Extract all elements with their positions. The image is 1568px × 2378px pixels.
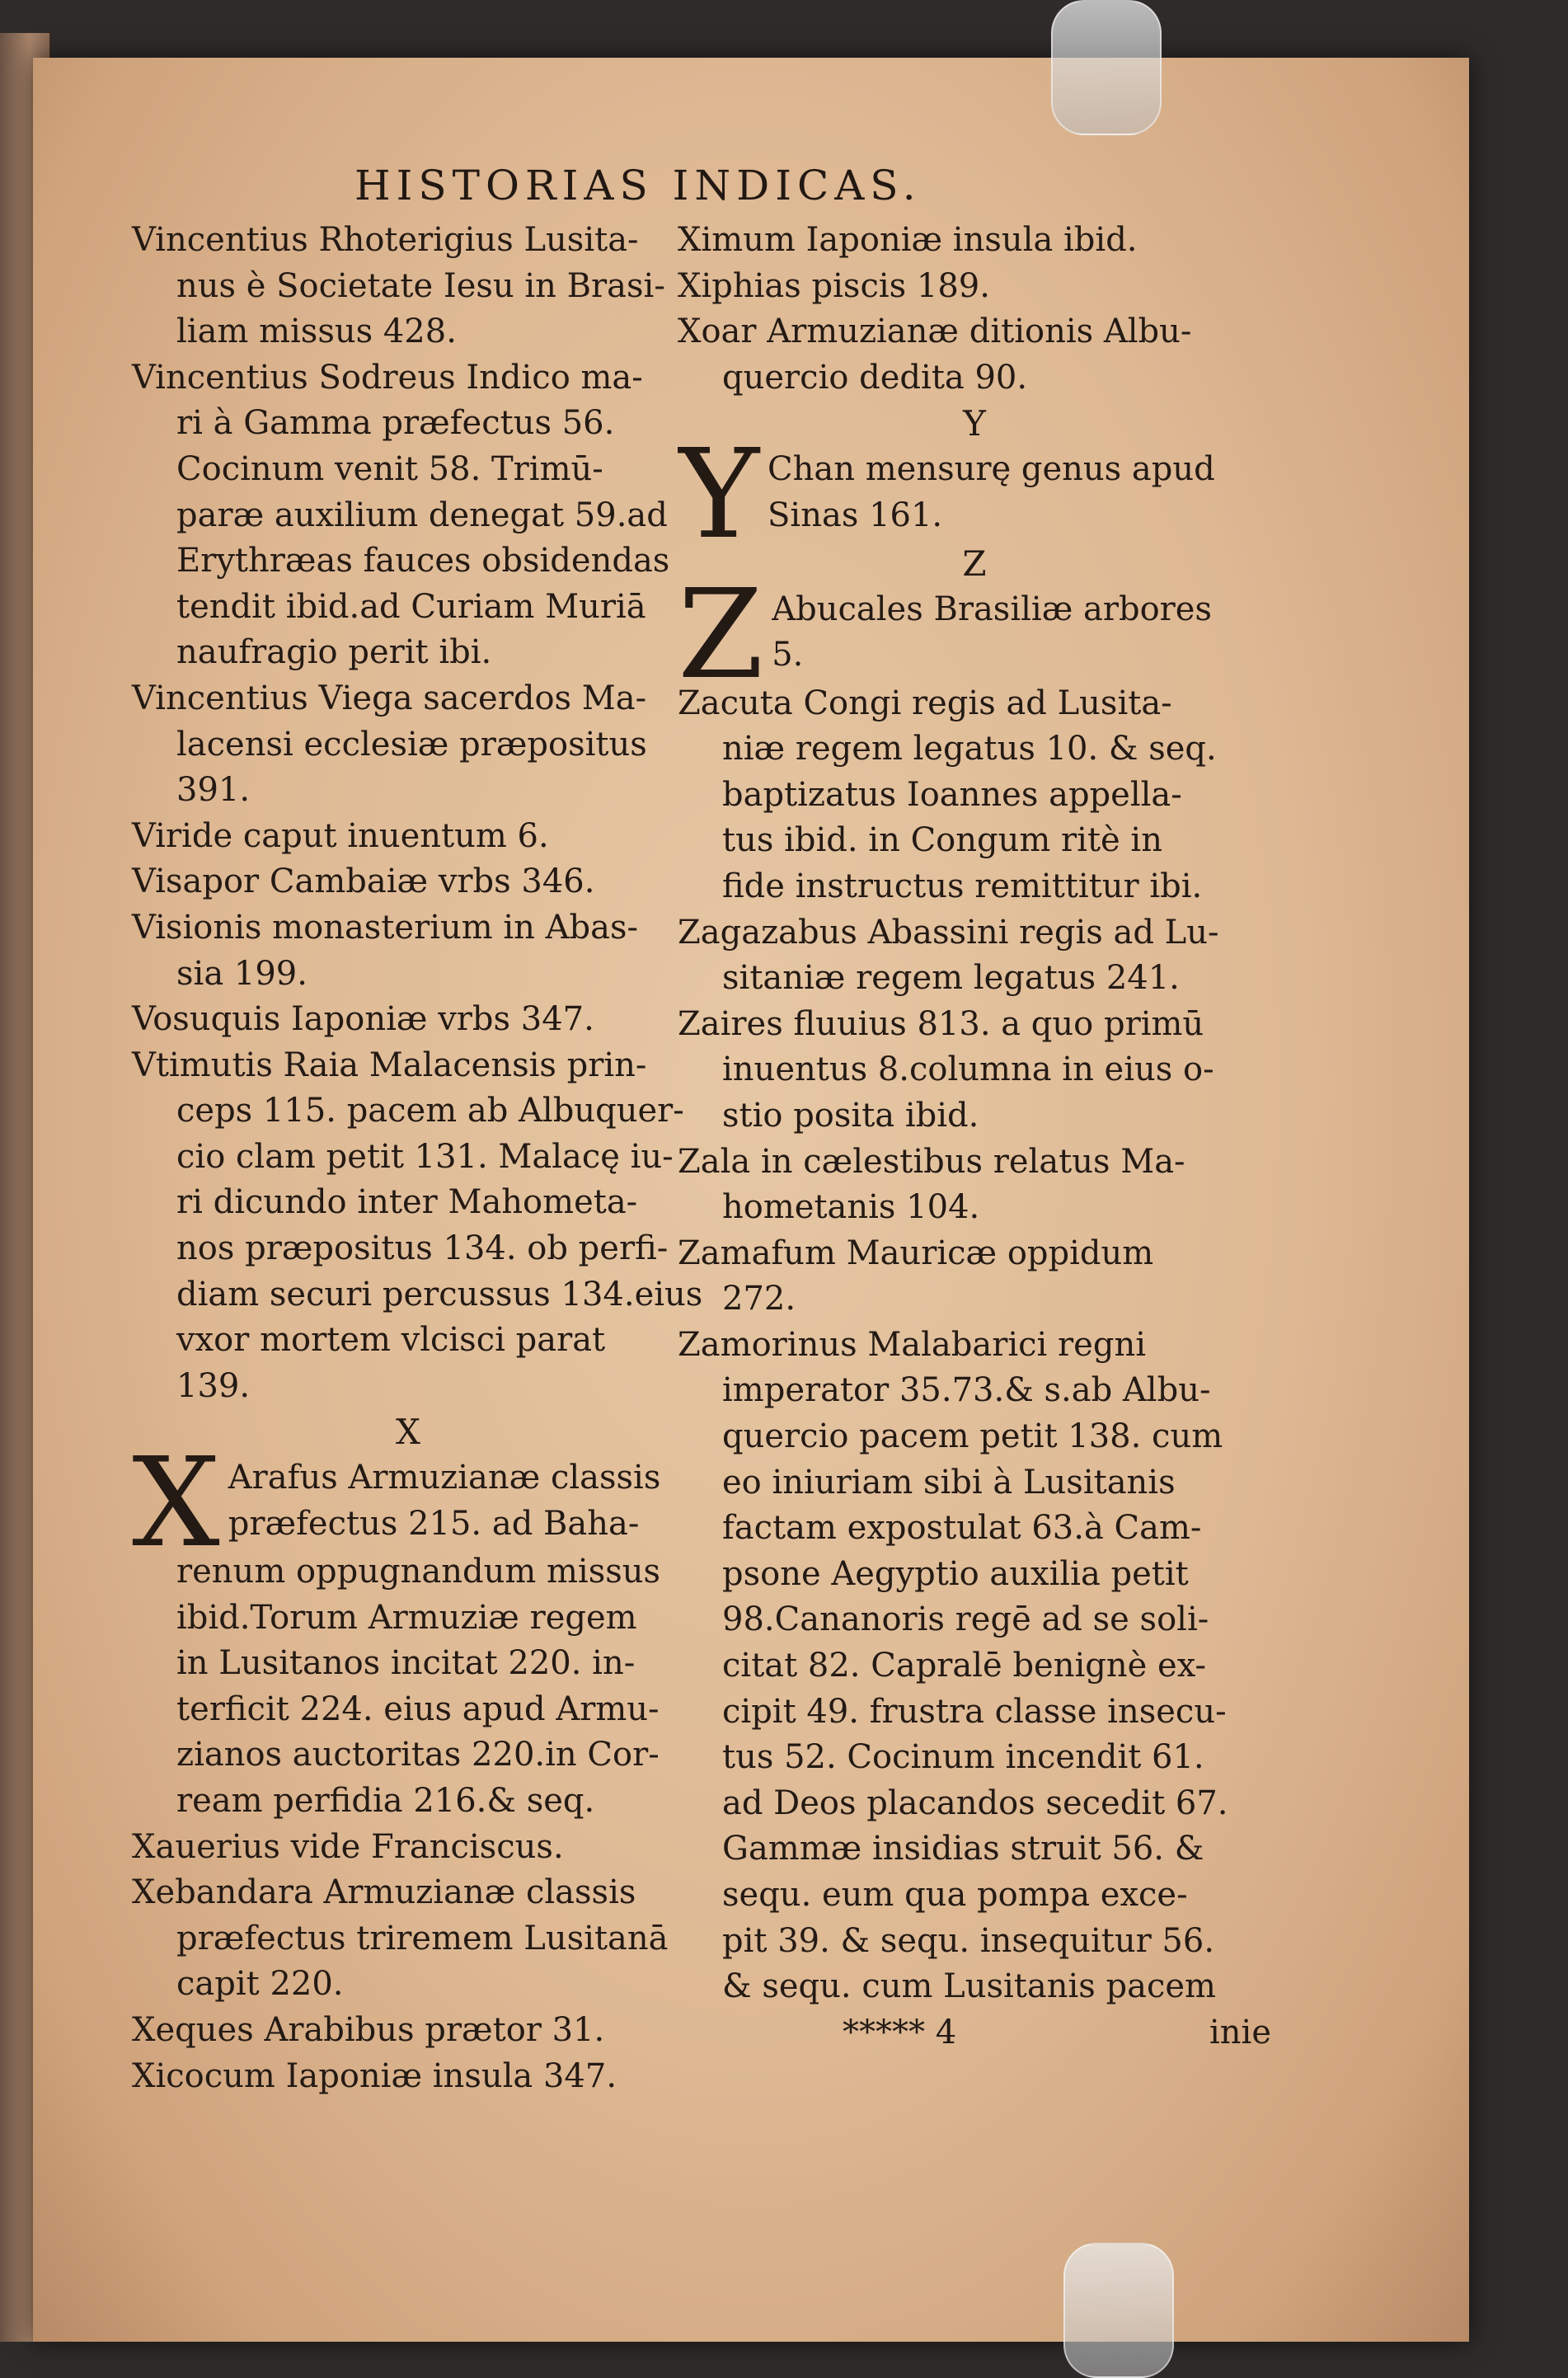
index-entry-line: lacensi ecclesiæ præpositus <box>176 725 647 764</box>
index-entry-line: sequ. eum qua pompa exce- <box>722 1876 1188 1914</box>
drop-cap-entry-z <box>678 587 1271 681</box>
index-entry-line: Ximum Iaponiæ insula ibid. <box>678 221 1138 259</box>
index-entry-line: Xeques Arabibus prætor 31. <box>132 2010 605 2049</box>
index-entry-line: Xauerius vide Franciscus. <box>132 1827 564 1866</box>
index-entry-line: citat 82. Capralē benignè ex- <box>722 1647 1207 1685</box>
index-entry-line: Zacuta Congi regis ad Lusita- <box>678 684 1172 722</box>
index-entry-line: ceps 115. pacem ab Albuquer- <box>176 1092 684 1130</box>
entry-line: præfectus 215. ad Baha- <box>228 1504 640 1543</box>
index-entry-line: ream perfidia 216.& seq. <box>176 1782 595 1820</box>
index-entry-line: naufragio perit ibi. <box>176 633 492 672</box>
index-entry-line: Vosuquis Iaponiæ vrbs 347. <box>132 1000 594 1039</box>
entry-line: Abucales Brasiliæ arbores <box>772 590 1213 628</box>
index-entry-line: ri dicundo inter Mahometa- <box>176 1183 638 1222</box>
index-entry-line: capit 220. <box>176 1965 344 2004</box>
index-entry-line: Vincentius Viega sacerdos Ma- <box>132 679 647 717</box>
index-entry-line: Visionis monasterium in Abas- <box>132 908 639 947</box>
index-entry-line: cipit 49. frustra classe insecu- <box>722 1692 1227 1731</box>
entry-line: Sinas 161. <box>768 496 943 534</box>
index-entry-line: sitaniæ regem legatus 241. <box>722 959 1180 998</box>
index-entry-line: tus 52. Cocinum incendit 61. <box>722 1738 1204 1777</box>
index-entry-line: ibid.Torum Armuziæ regem <box>176 1598 637 1637</box>
drop-cap-z: Z <box>678 586 764 681</box>
right-entries <box>678 218 1271 401</box>
index-entry-line: pit 39. & sequ. insequitur 56. <box>722 1921 1215 1960</box>
index-entry-line: niæ regem legatus 10. & seq. <box>722 730 1217 768</box>
x-entries <box>132 1549 684 2099</box>
index-entry-line: Zala in cælestibus relatus Ma- <box>678 1142 1185 1181</box>
page-footer <box>678 2010 1271 2056</box>
page-clip-bottom <box>1063 2243 1174 2378</box>
index-entry-line: Viride caput inuentum 6. <box>132 816 549 855</box>
index-entry-line: ri à Gamma præfectus 56. <box>176 404 615 443</box>
index-entry-line: 98.Cananoris regē ad se soli- <box>722 1600 1209 1639</box>
drop-cap-y: Y <box>678 446 760 541</box>
index-entry-line: renum oppugnandum missus <box>176 1553 661 1591</box>
left-column <box>132 218 703 2099</box>
page-clip-top <box>1051 0 1162 135</box>
index-entry-line: Xebandara Armuzianæ classis <box>132 1873 636 1912</box>
index-entry-line: in Lusitanos incitat 220. in- <box>176 1644 636 1683</box>
index-entry-line: ad Deos placandos secedit 67. <box>722 1784 1228 1822</box>
index-entry-line: diam securi percussus 134.eius <box>176 1275 703 1314</box>
index-entry-line: hometanis 104. <box>722 1188 980 1227</box>
section-letter-x: X <box>396 1412 420 1453</box>
index-entry-line: inuentus 8.columna in eius o- <box>722 1050 1214 1089</box>
index-entry-line: & sequ. cum Lusitanis pacem <box>722 1967 1216 2006</box>
index-entry-line: Visapor Cambaiæ vrbs 346. <box>132 862 595 901</box>
index-entry-line: factam expostulat 63.à Cam- <box>722 1509 1202 1548</box>
section-letter-y: Y <box>963 403 986 444</box>
index-entry-line: sia 199. <box>176 954 307 993</box>
index-entry-line: Vincentius Sodreus Indico ma- <box>132 358 643 397</box>
index-entry-line: baptizatus Ioannes appella- <box>722 775 1182 814</box>
index-entry-line: nus è Societate Iesu in Brasi- <box>176 266 665 305</box>
index-entry-line: Zamafum Mauricæ oppidum <box>678 1234 1154 1272</box>
index-entry-line: terficit 224. eius apud Armu- <box>176 1690 660 1728</box>
index-entry-line: Vincentius Rhoterigius Lusita- <box>132 221 639 259</box>
index-entry-line: 139. <box>176 1366 251 1405</box>
index-entry-line: Zamorinus Malabarici regni <box>678 1325 1147 1364</box>
index-entry-line: 272. <box>722 1280 796 1318</box>
index-entry-line: quercio pacem petit 138. cum <box>722 1417 1223 1456</box>
index-entry-line: eo iniuriam sibi à Lusitanis <box>722 1463 1176 1502</box>
entry-line: Chan mensurę genus apud <box>768 449 1215 488</box>
index-entry-line: vxor mortem vlcisci parat <box>176 1321 606 1360</box>
drop-cap-entry-x <box>132 1455 684 1549</box>
index-entry-line: præfectus triremem Lusitanā <box>176 1919 669 1957</box>
z-entries <box>678 681 1271 2010</box>
left-entries <box>132 218 703 1409</box>
index-entry-line: Xoar Armuzianæ ditionis Albu- <box>678 313 1192 351</box>
drop-cap-entry-y <box>678 447 1271 541</box>
right-column <box>678 218 1271 2056</box>
index-entry-line: liam missus 428. <box>176 313 457 351</box>
drop-cap-x: X <box>132 1455 220 1550</box>
index-entry-line: Zaires fluuius 813. a quo primū <box>678 1004 1204 1043</box>
index-entry-line: Erythræas fauces obsidendas <box>176 542 670 580</box>
index-entry-line: Vtimutis Raia Malacensis prin- <box>132 1046 647 1084</box>
catchword: inie <box>1209 2013 1271 2051</box>
index-entry-line: Xicocum Iaponiæ insula 347. <box>132 2056 617 2095</box>
index-entry-line: stio posita ibid. <box>722 1096 979 1135</box>
index-entry-line: tendit ibid.ad Curiam Muriā <box>176 587 646 626</box>
index-entry-line: Gammæ insidias struit 56. & <box>722 1830 1204 1868</box>
entry-line: Arafus Armuzianæ classis <box>228 1459 661 1497</box>
running-header: HISTORIAS INDICAS. <box>354 162 922 209</box>
index-entry-line: Xiphias piscis 189. <box>678 266 990 305</box>
index-entry-line: fide instructus remittitur ibi. <box>722 867 1203 905</box>
index-entry-line: cio clam petit 131. Malacę iu- <box>176 1137 674 1176</box>
index-entry-line: quercio dedita 90. <box>722 358 1028 397</box>
entry-line: 5. <box>772 636 804 674</box>
index-entry-line: Cocinum venit 58. Trimū- <box>176 449 603 488</box>
section-letter-z: Z <box>962 543 987 584</box>
index-entry-line: psone Aegyptio auxilia petit <box>722 1554 1189 1593</box>
index-entry-line: nos præpositus 134. ob perfi- <box>176 1229 669 1268</box>
index-entry-line: zianos auctoritas 220.in Cor- <box>176 1736 660 1774</box>
index-entry-line: Zagazabus Abassini regis ad Lu- <box>678 913 1219 952</box>
index-entry-line: 391. <box>176 771 251 810</box>
index-entry-line: tus ibid. in Congum ritè in <box>722 821 1162 860</box>
index-entry-line: paræ auxilium denegat 59.ad <box>176 496 668 534</box>
index-entry-line: imperator 35.73.& s.ab Albu- <box>722 1371 1211 1410</box>
signature-mark: ***** 4 <box>843 2013 957 2051</box>
